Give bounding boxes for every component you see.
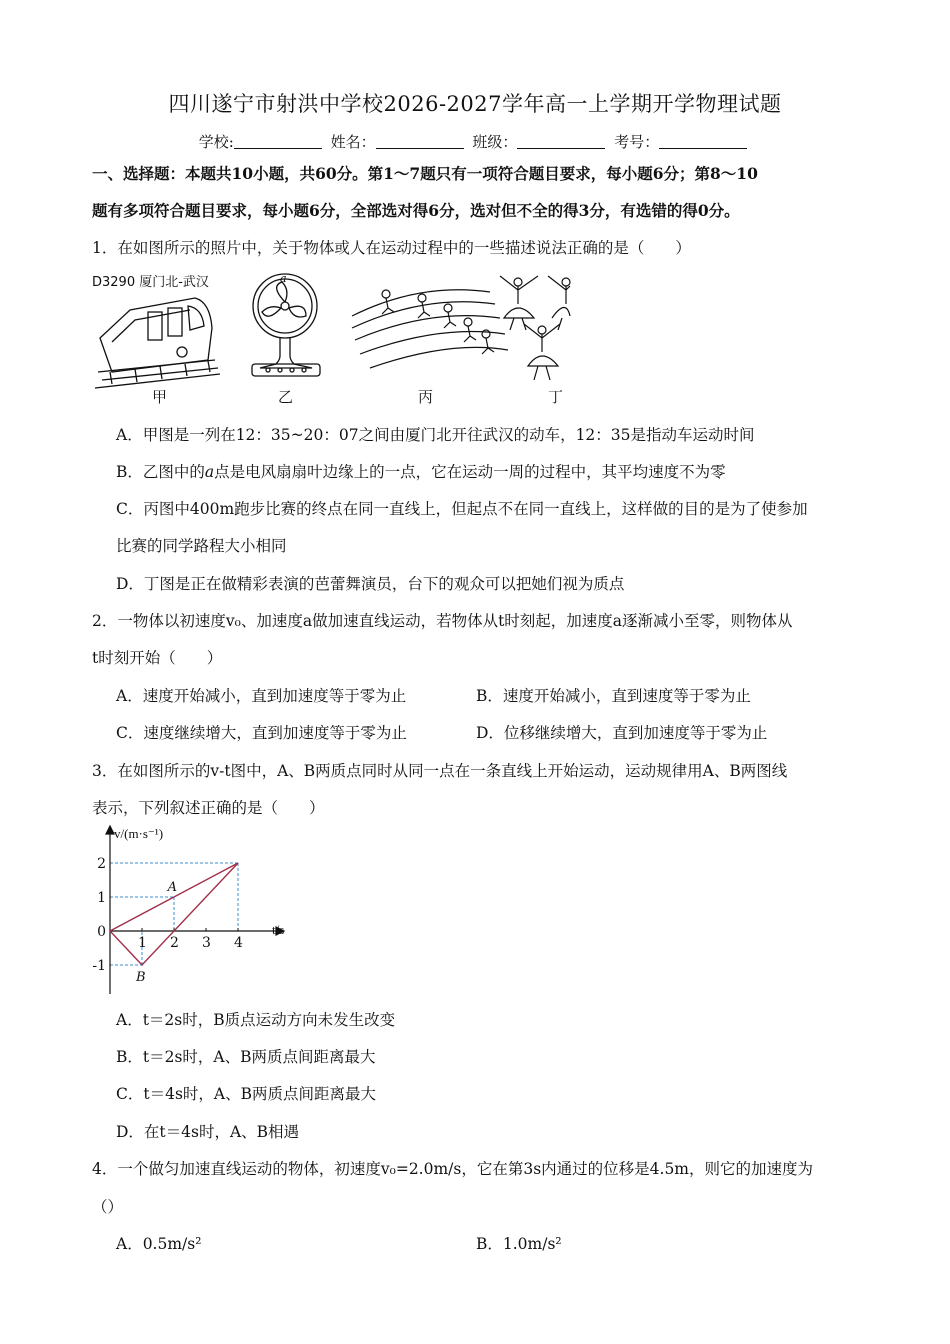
vt-tick-labels	[92, 856, 243, 974]
train-label: D3290 厦门北-武汉	[92, 275, 209, 290]
x-tick-label: 2	[170, 935, 179, 951]
fan-icon	[252, 272, 320, 376]
ballet-dancers-icon	[500, 276, 570, 380]
y-axis-label: v/(m·s⁻¹)	[114, 826, 164, 841]
q1-option-a: A．甲图是一列在12：35~20：07之间由厦门北开往武汉的动车，12：35是指动车运动时间	[116, 426, 755, 444]
caption-yi: 乙	[278, 388, 294, 406]
q1-option-b-pre: B．乙图中的	[116, 463, 205, 481]
q2-option-d: D．位移继续增大，直到加速度等于零为止	[476, 724, 768, 742]
y-tick-label: -1	[92, 958, 106, 974]
q2-option-b: B．速度开始减小，直到速度等于零为止	[476, 687, 751, 705]
x-tick-label: 1	[138, 935, 147, 951]
student-info-row	[0, 131, 950, 152]
class-label: 班级：	[472, 133, 518, 151]
x-tick-label: 4	[234, 935, 243, 951]
series-line-a	[110, 863, 238, 931]
exam-no-label: 考号：	[614, 133, 660, 151]
section-heading-line2: 题有多项符合题目要求，每小题6分，全部选对得6分，选对但不全的得3分，有选错的得0分。	[92, 201, 740, 220]
q2-stem-line2: t时刻开始（ ）	[92, 649, 223, 667]
q4-stem-line2: （）	[92, 1198, 124, 1216]
school-blank[interactable]	[234, 134, 322, 149]
name-blank[interactable]	[376, 134, 464, 149]
q3-option-d: D．在t＝4s时，A、B相遇	[116, 1123, 300, 1141]
name-label: 姓名：	[330, 133, 376, 151]
page-title: 四川遂宁市射洪中学校2026-2027学年高一上学期开学物理试题	[168, 92, 782, 116]
caption-ding: 丁	[548, 388, 564, 406]
class-blank[interactable]	[517, 134, 605, 149]
train-icon	[92, 274, 220, 388]
running-track-icon	[352, 290, 508, 368]
q3-stem-line1: 3．在如图所示的v-t图中，A、B两质点同时从同一点在一条直线上开始运动，运动规律用A、B两图线	[92, 762, 788, 780]
x-tick-label: 3	[202, 935, 211, 951]
section-heading-line1: 一、选择题：本题共10小题，共60分。第1～7题只有一项符合题目要求，每小题6分；第8～10	[92, 164, 758, 183]
q1-option-b-post: 点是电风扇扇叶边缘上的一点，它在运动一周的过程中，其平均速度不为零	[214, 463, 726, 481]
vt-graph	[92, 822, 306, 1012]
q1-option-b-var: a	[204, 463, 215, 481]
q2-option-a: A．速度开始减小，直到加速度等于零为止	[116, 687, 407, 705]
school-label: 学校:	[198, 133, 234, 151]
q1-option-d: D．丁图是正在做精彩表演的芭蕾舞演员，台下的观众可以把她们视为质点	[116, 575, 625, 593]
q1-option-c-line1: C．丙图中400m跑步比赛的终点在同一直线上，但起点不在同一直线上，这样做的目的是为了使参加	[116, 500, 808, 518]
series-label-a: A	[167, 880, 177, 895]
q3-option-a: A．t＝2s时，B质点运动方向未发生改变	[116, 1011, 396, 1029]
q3-stem-line2: 表示，下列叙述正确的是（ ）	[92, 799, 325, 817]
y-axis-arrow	[106, 826, 114, 834]
q1-option-b	[116, 460, 726, 482]
series-label-b: B	[136, 970, 146, 985]
y-tick-label: 1	[97, 890, 106, 906]
q3-option-c: C．t＝4s时，A、B两质点间距离最大	[116, 1085, 376, 1103]
exam-no-blank[interactable]	[659, 134, 747, 149]
x-axis-label: t/s	[272, 922, 285, 937]
q1-option-c-line2: 比赛的同学路程大小相同	[116, 537, 287, 555]
caption-jia: 甲	[152, 388, 168, 406]
y-tick-label: 0	[97, 924, 106, 940]
q4-stem-line1: 4．一个做匀加速直线运动的物体，初速度v₀=2.0m/s，它在第3s内通过的位移是4.5m，则它的加速度为	[92, 1160, 814, 1178]
q1-stem: 1．在如图所示的照片中，关于物体或人在运动过程中的一些描述说法正确的是（ ）	[92, 239, 691, 257]
q1-figure	[90, 268, 570, 408]
q2-stem-line1: 2．一物体以初速度v₀、加速度a做加速直线运动，若物体从t时刻起，加速度a逐渐减小至零，则物体从	[92, 612, 793, 630]
vt-axes	[106, 826, 284, 994]
q4-option-b: B．1.0m/s²	[476, 1235, 562, 1253]
y-tick-label: 2	[97, 856, 106, 872]
q2-option-c: C．速度继续增大，直到加速度等于零为止	[116, 724, 407, 742]
fan-point-label: a	[280, 272, 287, 285]
q3-option-b: B．t＝2s时，A、B两质点间距离最大	[116, 1048, 376, 1066]
q4-option-a: A．0.5m/s²	[116, 1235, 202, 1253]
caption-bing: 丙	[418, 388, 434, 406]
